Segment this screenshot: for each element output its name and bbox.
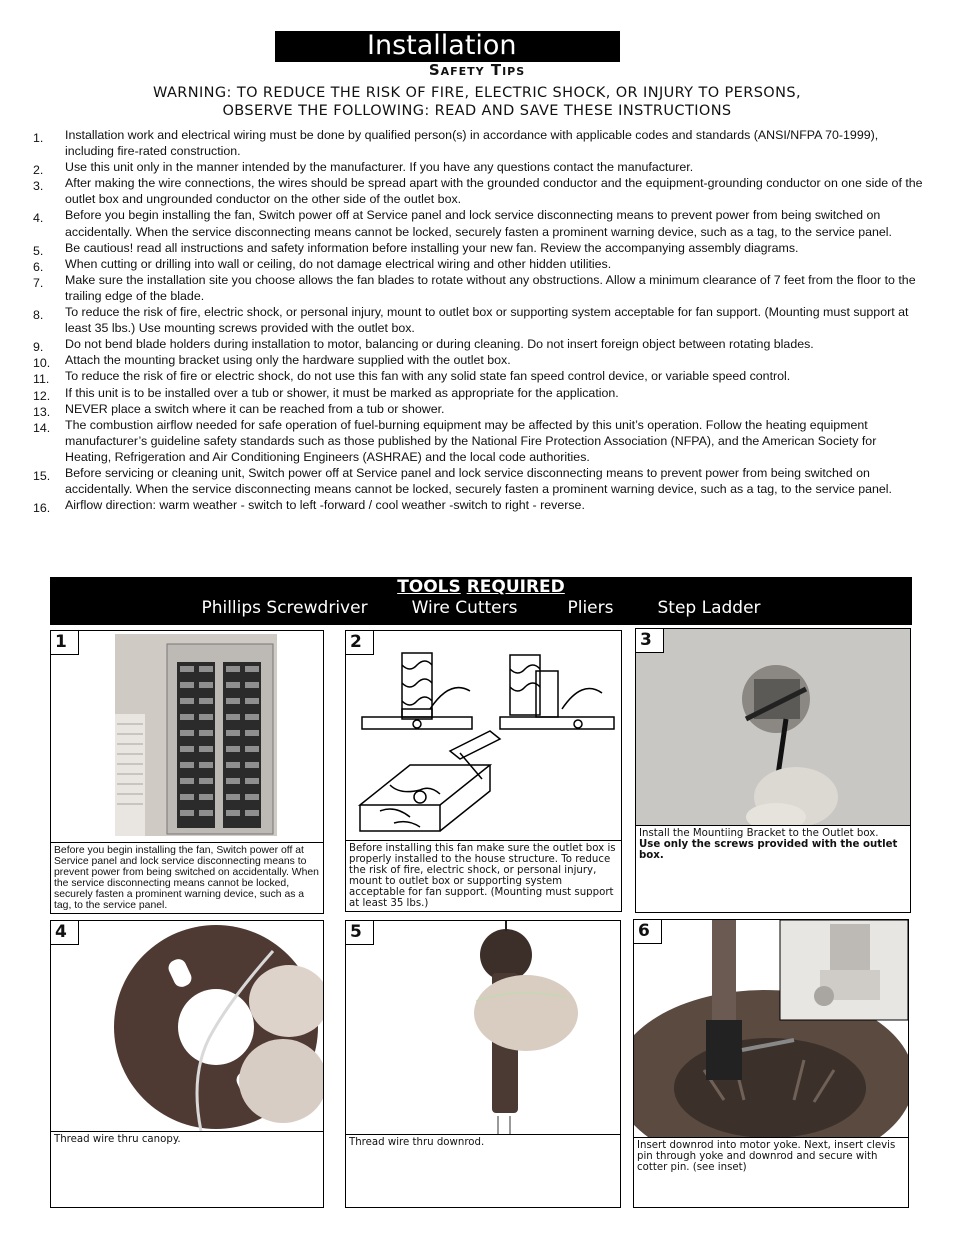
safety-tip bbox=[33, 127, 925, 159]
safety-tip-number: 5. bbox=[33, 243, 44, 258]
step-caption-text: Install the Mountiing Bracket to the Outlet box. bbox=[639, 828, 879, 839]
safety-tip-text: NEVER place a switch where it can be reached from a tub or shower. bbox=[65, 401, 445, 416]
safety-tip bbox=[33, 256, 925, 272]
step-number: 3 bbox=[636, 629, 664, 653]
safety-tip bbox=[33, 385, 925, 401]
step-number: 5 bbox=[346, 921, 374, 945]
safety-tip bbox=[33, 159, 925, 178]
tool-item: Phillips Screwdriver bbox=[201, 598, 368, 618]
step-number: 2 bbox=[346, 631, 374, 655]
mounting-bracket-photo bbox=[636, 629, 911, 827]
safety-tip-number: 14. bbox=[33, 420, 51, 435]
tools-required-bar bbox=[50, 577, 912, 625]
tools-title bbox=[50, 577, 912, 597]
downrod-photo bbox=[346, 921, 621, 1135]
safety-tip-number: 16. bbox=[33, 501, 51, 516]
step-caption-bold: Use only the screws provided with the outlet box. bbox=[639, 839, 898, 861]
safety-tip-number: 2. bbox=[33, 163, 44, 178]
safety-tip-text: Do not bend blade holders during installation to motor, balancing or during cleaning. Do not insert foreign object between rotating blades. bbox=[65, 337, 814, 352]
safety-tip-text: The combustion airflow needed for safe operation of fuel-burning equipment may be affected by this unit’s operation. Follow the heating equipment manufacturer’s guideline safety standards such as those published by the National Fire Protection Association (NFPA), and the American Society for Heating, Refrigeration and Air Conditioning Engineers (ASHRAE) and the local code authorities. bbox=[65, 417, 877, 464]
safety-tip-number: 4. bbox=[33, 211, 44, 226]
safety-tip bbox=[33, 272, 925, 304]
safety-tip-text: Be cautious! read all instructions and safety information before installing your new fan. Review the accompanying assembly diagrams. bbox=[65, 240, 799, 255]
step-panel-4 bbox=[50, 920, 324, 1208]
safety-tip-text: Attach the mounting bracket using only the hardware supplied with the outlet box. bbox=[65, 353, 511, 368]
step-caption: Before you begin installing the fan, Switch power off at Service panel and lock service disconnecting means to prevent power from being switched on accidentally. When the service disconnecting means cannot be locked, securely fasten a prominent warning device, such as a tag, to the service panel. bbox=[51, 842, 323, 913]
tool-item: Wire Cutters bbox=[411, 598, 518, 618]
step-caption: Thread wire thru canopy. bbox=[51, 1131, 323, 1207]
safety-tip bbox=[33, 401, 925, 417]
safety-tips-list bbox=[33, 127, 925, 516]
page-title: Installation bbox=[275, 31, 620, 62]
safety-tip-number: 6. bbox=[33, 259, 44, 274]
step-panel-1 bbox=[50, 630, 324, 914]
safety-tip-text: Make sure the installation site you choose allows the fan blades to rotate without any obstructions. Allow a minimum clearance of 7 feet from the floor to the trailing edge of the blade. bbox=[65, 272, 916, 303]
step-panel-5 bbox=[345, 920, 621, 1208]
safety-tip-text: To reduce the risk of fire, electric shock, or personal injury, mount to outlet box or supporting system acceptable for fan support. (Mounting must support at least 35 lbs.) Use mounting screws provided with the outlet box. bbox=[65, 305, 909, 336]
safety-tip bbox=[33, 240, 925, 256]
step-panel-6 bbox=[633, 919, 909, 1208]
step-caption: Thread wire thru downrod. bbox=[346, 1134, 620, 1207]
safety-tip-number: 11. bbox=[33, 372, 50, 387]
safety-tip bbox=[33, 207, 925, 239]
safety-tip-text: When cutting or drilling into wall or ceiling, do not damage electrical wiring and other hidden utilities. bbox=[65, 256, 612, 271]
safety-tip-text: Before you begin installing the fan, Switch power off at Service panel and lock service disconnecting means to prevent power from being switched on accidentally. When the service disconnecting means cannot be locked, securely fasten a prominent warning device, such as a tag, to the service panel. bbox=[65, 208, 892, 239]
safety-tip bbox=[33, 175, 925, 207]
tools-list bbox=[50, 597, 912, 619]
section-subtitle: Safety Tips bbox=[428, 61, 526, 79]
safety-tip-number: 10. bbox=[33, 356, 51, 371]
safety-tip-text: Use this unit only in the manner intended by the manufacturer. If you have any questions contact the manufacturer. bbox=[65, 160, 694, 175]
safety-tip-text: Installation work and electrical wiring must be done by qualified person(s) in accordance with applicable codes and standards (ANSI/NFPA 70-1999), including fire-rated construction. bbox=[65, 128, 879, 159]
tool-item: Pliers bbox=[567, 598, 614, 618]
safety-tip bbox=[33, 497, 925, 516]
outlet-box-diagram bbox=[350, 635, 618, 839]
warning-line-2: OBSERVE THE FOLLOWING: READ AND SAVE THESE INSTRUCTIONS bbox=[222, 103, 732, 119]
step-caption bbox=[636, 825, 910, 912]
safety-tip bbox=[33, 465, 925, 497]
tools-title-word1: TOOLS bbox=[397, 577, 461, 597]
safety-tip-number: 3. bbox=[33, 179, 44, 194]
step-number: 4 bbox=[51, 921, 79, 945]
tool-item: Step Ladder bbox=[657, 598, 761, 618]
safety-tip-number: 1. bbox=[33, 131, 44, 145]
safety-tip-text: If this unit is to be installed over a tub or shower, it must be marked as appropriate for the application. bbox=[65, 385, 619, 400]
safety-tip-number: 12. bbox=[33, 388, 51, 403]
safety-tip-number: 13. bbox=[33, 404, 51, 419]
safety-tip bbox=[33, 417, 925, 465]
safety-tip-number: 9. bbox=[33, 340, 44, 355]
safety-tip bbox=[33, 304, 925, 336]
tools-title-word2: REQUIRED bbox=[466, 577, 565, 597]
safety-tip-number: 15. bbox=[33, 468, 51, 483]
motor-yoke-photo bbox=[634, 920, 909, 1138]
warning-line-1: WARNING: TO REDUCE THE RISK OF FIRE, ELECTRIC SHOCK, OR INJURY TO PERSONS, bbox=[153, 85, 801, 101]
safety-tip bbox=[33, 352, 925, 371]
step-caption: Insert downrod into motor yoke. Next, insert clevis pin through yoke and downrod and secure with cotter pin. (see inset) bbox=[634, 1137, 908, 1207]
safety-tip-text: After making the wire connections, the wires should be spread apart with the grounded conductor and the equipment-grounding conductor on one side of the outlet box and ungrounded conductor on the other side of the outlet box. bbox=[65, 176, 923, 207]
step-panel-3 bbox=[635, 628, 911, 913]
step-number: 1 bbox=[51, 631, 79, 655]
safety-tip bbox=[33, 368, 925, 387]
breaker-panel-photo bbox=[115, 634, 277, 836]
canopy-photo bbox=[51, 921, 324, 1133]
safety-tip bbox=[33, 336, 925, 355]
safety-tip-text: To reduce the risk of fire or electric shock, do not use this fan with any solid state fan speed control device, or variable speed control. bbox=[65, 369, 791, 384]
safety-tip-number: 8. bbox=[33, 308, 44, 323]
step-panel-2 bbox=[345, 630, 622, 912]
safety-tip-text: Before servicing or cleaning unit, Switch power off at Service panel and lock service disconnecting means to prevent power from being switched on accidentally. When the service disconnecting means cannot be locked, securely fasten a prominent warning device, such as a tag, to the service panel. bbox=[65, 465, 892, 497]
safety-tip-number: 7. bbox=[33, 275, 44, 290]
safety-tip-text: Airflow direction: warm weather - switch to left -forward / cool weather -switch to right - reverse. bbox=[65, 498, 585, 513]
step-caption: Before installing this fan make sure the outlet box is properly installed to the house structure. To reduce the risk of fire, electric shock, or personal injury, mount to outlet box or supporting system acceptable for fan support. (Mounting must support at least 35 lbs.) bbox=[346, 840, 621, 911]
step-number: 6 bbox=[634, 920, 662, 944]
